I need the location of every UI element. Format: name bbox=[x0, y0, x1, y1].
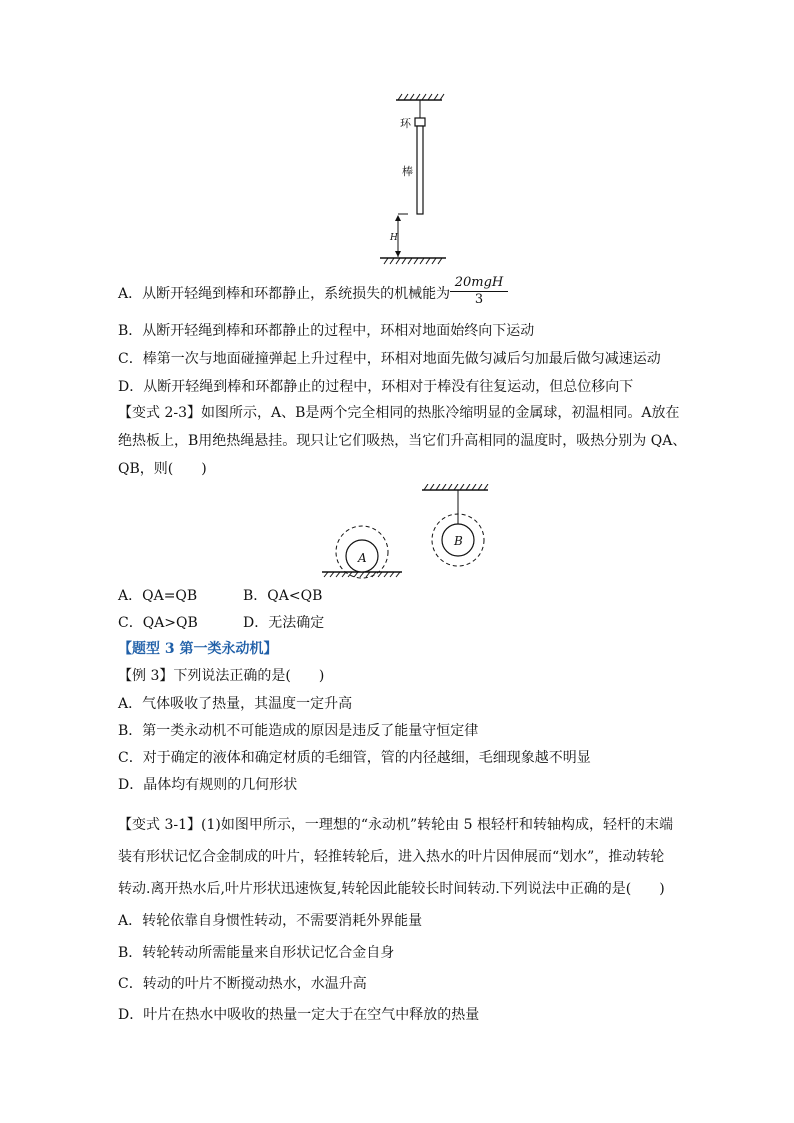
ex3-stem: 【例 3】下列说法正确的是( ) bbox=[118, 668, 325, 684]
ring-label: 环 bbox=[400, 117, 411, 130]
height-label: H bbox=[390, 233, 398, 243]
ex3-option-a: A．气体吸收了热量，其温度一定升高 bbox=[118, 696, 353, 712]
v23-option-c: C．QA>QB bbox=[118, 615, 198, 631]
v31-option-d: D．叶片在热水中吸收的热量一定大于在空气中释放的热量 bbox=[118, 1007, 480, 1023]
ex3-option-c: C．对于确定的液体和确定材质的毛细管，管的内径越细，毛细现象越不明显 bbox=[118, 750, 591, 766]
v23-line-3: QB，则( ) bbox=[118, 461, 207, 477]
fraction-numerator: 20mgH bbox=[450, 275, 508, 292]
ex3-option-d: D．晶体均有规则的几何形状 bbox=[118, 777, 298, 793]
v23-option-a: A．QA=QB bbox=[118, 588, 198, 604]
q1-option-b: B．从断开轻绳到棒和环都静止的过程中，环相对地面始终向下运动 bbox=[118, 323, 535, 339]
v31-line-1: 【变式 3-1】(1)如图甲所示，一理想的“永动机”转轮由 5 根轻杆和转轴构成，轻杆的末端 bbox=[118, 817, 673, 833]
v23-line-2: 绝热板上，B用绝热绳悬挂。现只让它们吸热，当它们升高相同的温度时，吸热分别为 QA、 bbox=[118, 433, 687, 449]
v31-line-2: 装有形状记忆合金制成的叶片，轻推转轮后，进入热水的叶片因伸展而“划水”，推动转轮 bbox=[118, 849, 665, 865]
ex3-option-b: B．第一类永动机不可能造成的原因是违反了能量守恒定律 bbox=[118, 723, 479, 739]
v23-option-d: D．无法确定 bbox=[243, 615, 325, 631]
ball-a-label: A bbox=[358, 551, 367, 565]
q1-option-d: D．从断开轻绳到棒和环都静止的过程中，环相对于棒没有往复运动，但总位移向下 bbox=[118, 379, 634, 395]
rod-label: 棒 bbox=[402, 165, 413, 178]
v31-option-b: B．转轮转动所需能量来自形状记忆合金自身 bbox=[118, 945, 395, 961]
q1-option-a: A．从断开轻绳到棒和环都静止，系统损失的机械能为 bbox=[118, 286, 451, 302]
q1-option-c: C．棒第一次与地面碰撞弹起上升过程中，环相对地面先做匀减后匀加最后做匀减速运动 bbox=[118, 351, 661, 367]
v31-option-a: A．转轮依靠自身惯性转动，不需要消耗外界能量 bbox=[118, 913, 423, 929]
v31-option-c: C．转动的叶片不断搅动热水，水温升高 bbox=[118, 976, 367, 992]
balls-figure bbox=[318, 484, 498, 580]
v31-line-3: 转动.离开热水后,叶片形状迅速恢复,转轮因此能较长时间转动.下列说法中正确的是( ) bbox=[118, 881, 665, 897]
v23-line-1: 【变式 2-3】如图所示，A、B是两个完全相同的热胀冷缩明显的金属球，初温相同。A放在 bbox=[118, 405, 680, 421]
fraction-denominator: 3 bbox=[474, 292, 484, 307]
rod-ring-figure bbox=[380, 92, 460, 268]
section-heading: 【题型 3 第一类永动机】 bbox=[118, 641, 278, 657]
v23-option-b: B．QA<QB bbox=[243, 588, 323, 604]
ball-b-label: B bbox=[454, 534, 463, 548]
q1-option-a-fraction bbox=[450, 275, 508, 308]
